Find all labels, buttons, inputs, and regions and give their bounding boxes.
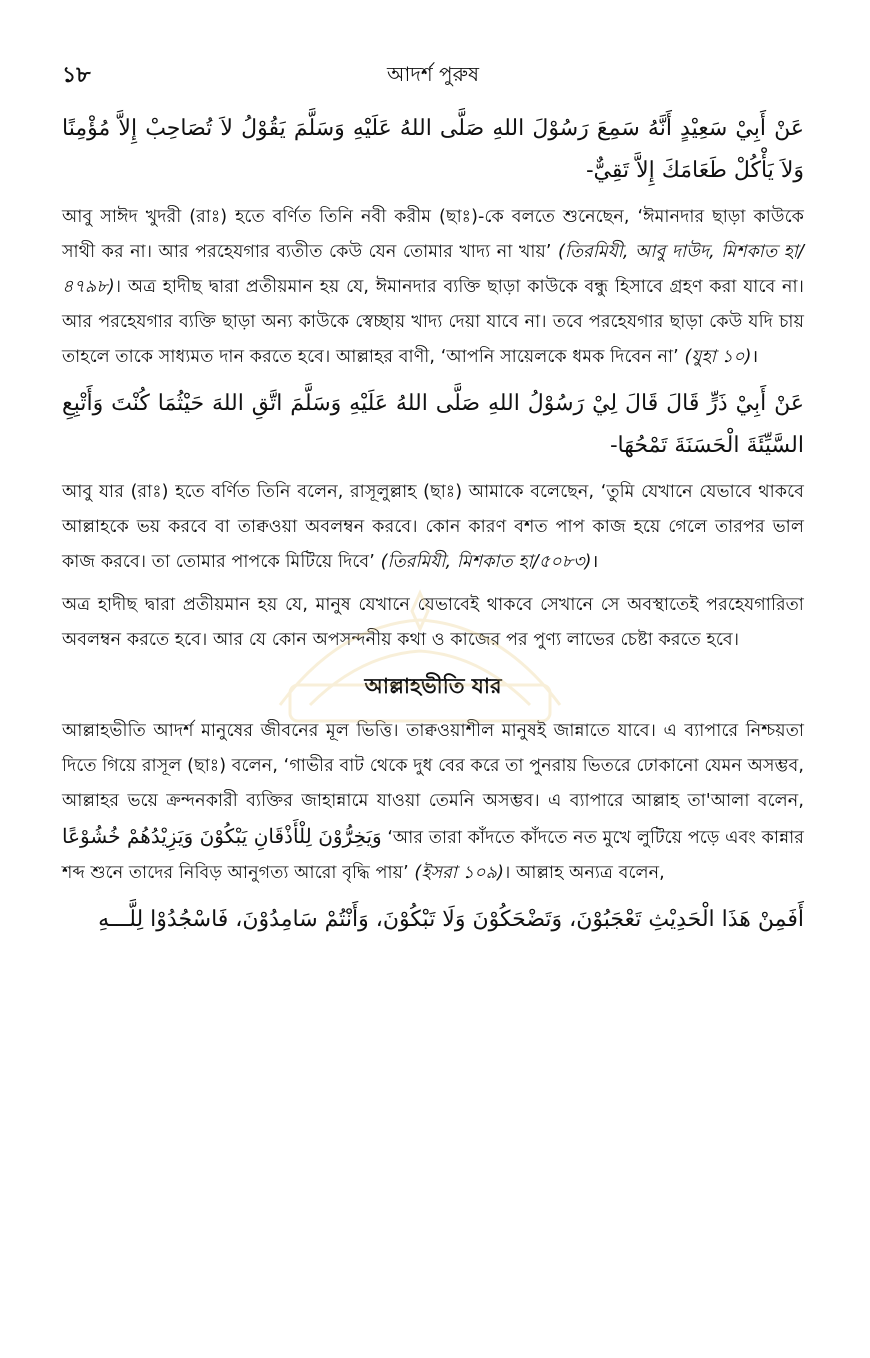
section-heading: আল্লাহভীতি যার	[364, 674, 502, 698]
punctuation: ।	[591, 552, 599, 572]
translation-text: আবু সাঈদ খুদরী (রাঃ) হতে বর্ণিত তিনি নবী করীম (ছাঃ)-কে বলতে শুনেছেন, ‘ঈমানদার ছাড়া কাউকে সাথী কর না। আর পরহেযগার ব্যতীত কেউ যেন তোমার খাদ্য না খায়’	[62, 207, 804, 262]
arabic-hadith-2: عَنْ أَبِيْ ذَرٍّ قَالَ قَالَ لِيْ رَسُوْلُ اللهِ صَلَّى اللهُ عَلَيْهِ وَسَلَّمَ اتَّقِ اللهَ حَيْثُمَا كُنْتَ وَأَتْبِعِ السَّيِّئَةَ الْحَسَنَةَ تَمْحُهَا-	[62, 391, 804, 458]
punctuation: ।	[751, 347, 759, 367]
arabic-verse-inline: وَيَخِرُّوْنَ لِلْأَذْقَانِ يَبْكُوْنَ وَيَزِيْدُهُمْ خُشُوْعًا	[62, 824, 382, 848]
page-header	[62, 58, 804, 92]
translation-text: আবু যার (রাঃ) হতে বর্ণিত তিনি বলেন, রাসূলুল্লাহ (ছাঃ) আমাকে বলেছেন, ‘তুমি যেখানে যেভাবে থাকবে আল্লাহকে ভয় করবে বা তাক্বওয়া অবলম্বন করবে। কোন কারণ বশত পাপ কাজ হয়ে গেলে তারপর ভাল কাজ করবে। তা তোমার পাপকে মিটিয়ে দিবে’	[62, 482, 804, 572]
citation: (তিরমিযী, মিশকাত হা/৫০৮৩)	[380, 552, 592, 572]
translation-text: । অত্র হাদীছ দ্বারা প্রতীয়মান হয় যে, ঈমানদার ব্যক্তি ছাড়া কাউকে বন্ধু হিসাবে গ্রহণ করা যাবে না। আর পরহেযগার ব্যক্তি ছাড়া অন্য কাউকে স্বেচ্ছায় খাদ্য দেয়া যাবে না। তবে পরহেযগার ছাড়া কেউ যদি চায় তাহলে তাকে সাধ্যমত দান করতে হবে। আল্লাহর বাণী, ‘আপনি সায়েলকে ধমক দিবেন না’	[62, 277, 804, 367]
section-text: । আল্লাহ অন্যত্র বলেন,	[504, 863, 665, 883]
page-body	[62, 108, 804, 949]
citation: (ইসরা ১০৯)	[414, 863, 504, 883]
translation-paragraph-2	[62, 475, 804, 580]
commentary-paragraph: অত্র হাদীছ দ্বারা প্রতীয়মান হয় যে, মানুষ যেখানে যেভাবেই থাকবে সেখানে সে অবস্থাতেই পরহেযগারিতা অবলম্বন করতে হবে। আর যে কোন অপসন্দনীয় কথা ও কাজের পর পুণ্য লাভের চেষ্টা করতে হবে।	[62, 595, 804, 650]
book-page	[62, 0, 804, 1358]
page-number: ১৮	[62, 63, 91, 88]
citation: (যুহা ১০)	[684, 347, 752, 367]
section-text: আল্লাহভীতি আদর্শ মানুষের জীবনের মূল ভিত্তি। তাক্বওয়াশীল মানুষই জান্নাতে যাবে। এ ব্যাপারে নিশ্চয়তা দিতে গিয়ে রাসূল (ছাঃ) বলেন, ‘গাভীর বাট থেকে দুধ বের করে তা পুনরায় ভিতরে ঢোকানো যেমন অসম্ভব, আল্লাহর ভয়ে ক্রন্দনকারী ব্যক্তির জাহান্নামে যাওয়া তেমনি অসম্ভব। এ ব্যাপারে আল্লাহ তা'আলা বলেন,	[62, 721, 804, 811]
section-paragraph	[62, 714, 804, 891]
translation-paragraph-1	[62, 200, 804, 375]
arabic-hadith-1: عَنْ أَبِيْ سَعِيْدٍ أَنَّهُ سَمِعَ رَسُوْلَ اللهِ صَلَّى اللهُ عَلَيْهِ وَسَلَّمَ يَقُوْلُ لاَ تُصَاحِبْ إِلاَّ مُؤْمِنًا وَلاَ يَأْكُلْ طَعَامَكَ إِلاَّ تَقِيٌّ-	[62, 116, 804, 183]
running-title: আদর্শ পুরুষ	[387, 62, 479, 86]
section-text: ‘আর তারা কাঁদতে কাঁদতে নত মুখে লুটিয়ে পড়ে এবং কান্নার শব্দ শুনে তাদের নিবিড় আনুগত্য আরো বৃদ্ধি পায়’	[62, 828, 804, 883]
arabic-verse-2: أَفَمِنْ هَذَا الْحَدِيْثِ تَعْجَبُوْنَ، وَتَضْحَكُوْنَ وَلَا تَبْكُوْنَ، وَأَنْتُمْ سَامِدُوْنَ، فَاسْجُدُوْا لِلَّـــهِ	[98, 907, 804, 932]
citation: (তিরমিযী, আবু দাউদ, মিশকাত হা/৪৭৯৮)	[62, 242, 804, 297]
